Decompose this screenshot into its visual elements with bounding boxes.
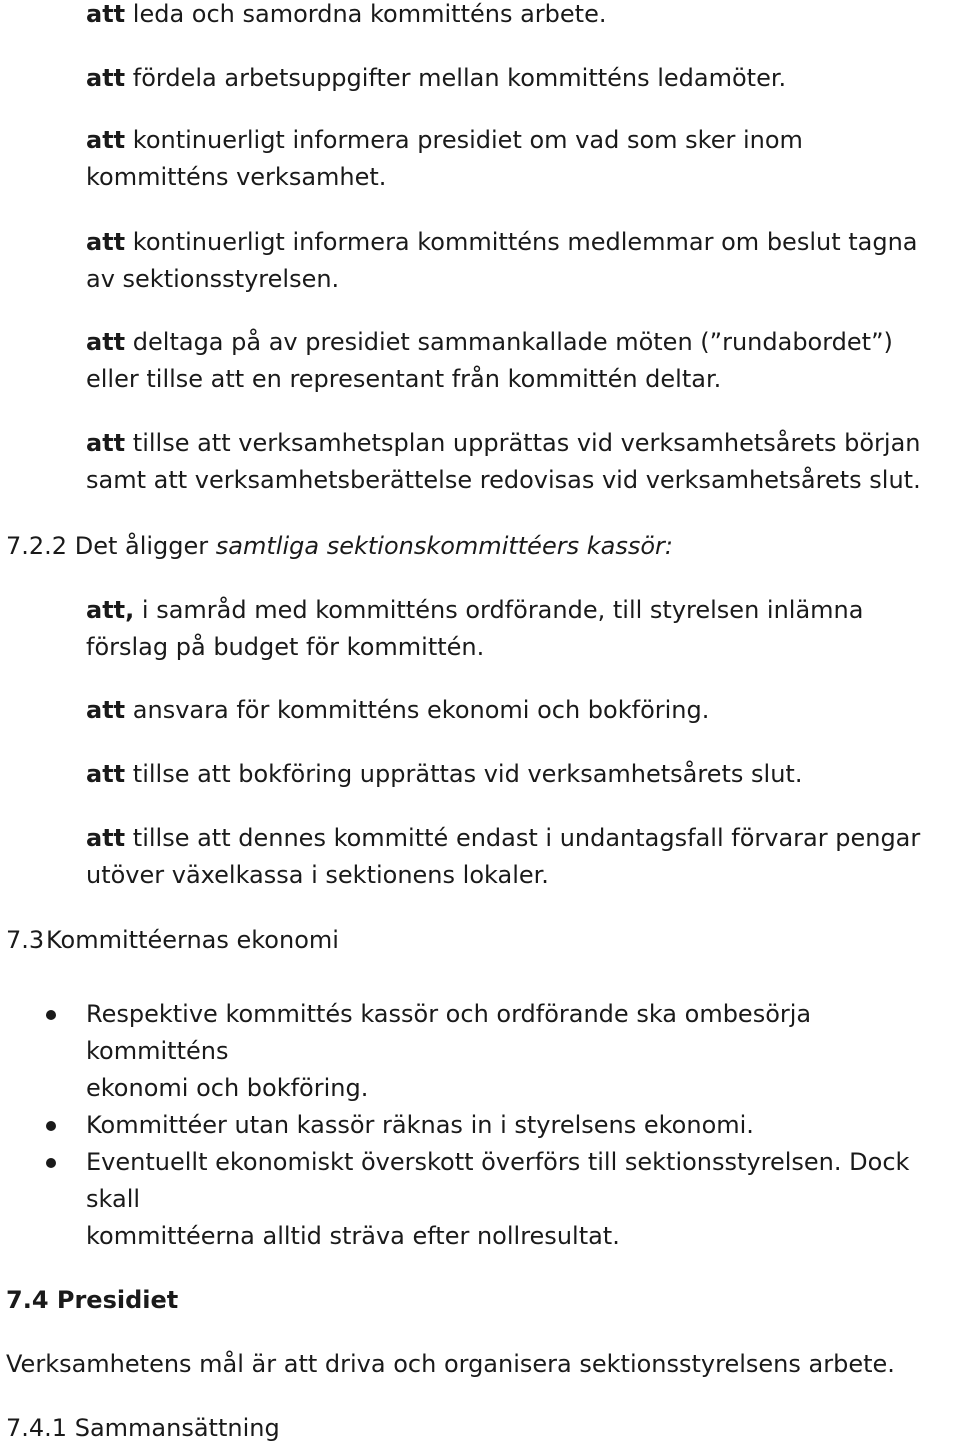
section-heading-7-4-1 bbox=[6, 1410, 280, 1447]
duty-text: kontinuerligt informera kommitténs medlemmar om beslut tagna bbox=[132, 228, 918, 256]
section-title: Presidiet bbox=[56, 1286, 179, 1314]
bullet-text: kommitténs bbox=[86, 1037, 229, 1065]
duty-item bbox=[86, 224, 960, 298]
duty-text: kommitténs verksamhet. bbox=[86, 163, 387, 191]
bullet-text: Eventuellt ekonomiskt överskott överförs till sektionsstyrelsen. Dock bbox=[86, 1148, 910, 1176]
section-lead: Det åligger bbox=[74, 532, 209, 560]
duty-text: fördela arbetsuppgifter mellan kommitténs ledamöter. bbox=[132, 64, 787, 92]
duty-text: förslag på budget för kommittén. bbox=[86, 633, 485, 661]
section-heading-7-4 bbox=[6, 1282, 178, 1319]
att-keyword: att bbox=[86, 0, 126, 28]
att-keyword: att bbox=[86, 328, 126, 356]
bullet-dot-icon bbox=[46, 1010, 56, 1020]
att-keyword: att bbox=[86, 429, 126, 457]
duty-text: i samråd med kommitténs ordförande, till styrelsen inlämna bbox=[141, 596, 864, 624]
att-keyword: att bbox=[86, 64, 126, 92]
duty-text: kontinuerligt informera presidiet om vad som sker inom bbox=[132, 126, 803, 154]
bullet-text: ekonomi och bokföring. bbox=[86, 1074, 369, 1102]
cashier-duty-item bbox=[86, 692, 960, 729]
cashier-duty-item bbox=[86, 756, 960, 793]
section-number: 7.4 bbox=[6, 1286, 49, 1314]
cashier-duty-item bbox=[86, 820, 960, 894]
att-keyword: att bbox=[86, 760, 126, 788]
att-keyword: att bbox=[86, 824, 126, 852]
bullet-dot-icon bbox=[46, 1158, 56, 1168]
duty-item bbox=[86, 122, 960, 196]
bullet-item bbox=[86, 1107, 960, 1144]
att-keyword: att bbox=[86, 228, 126, 256]
duty-item bbox=[86, 0, 960, 33]
duty-text: tillse att bokföring upprättas vid verksamhetsårets slut. bbox=[132, 760, 803, 788]
duty-text: samt att verksamhetsberättelse redovisas vid verksamhetsårets slut. bbox=[86, 466, 921, 494]
section-heading-7-3 bbox=[6, 922, 339, 959]
duty-text: eller tillse att en representant från kommittén deltar. bbox=[86, 365, 722, 393]
duty-text: av sektionsstyrelsen. bbox=[86, 265, 340, 293]
section-number: 7.2.2 bbox=[6, 532, 68, 560]
bullet-text: kommittéerna alltid sträva efter nollresultat. bbox=[86, 1222, 620, 1250]
section-title: Sammansättning bbox=[74, 1414, 280, 1442]
duty-text: deltaga på av presidiet sammankallade möten (”rundabordet”) bbox=[132, 328, 893, 356]
duty-text: ansvara för kommitténs ekonomi och bokföring. bbox=[132, 696, 710, 724]
bullet-item bbox=[86, 996, 960, 1107]
bullet-text: Respektive kommittés kassör och ordförande ska ombesörja bbox=[86, 1000, 812, 1028]
section-lead-italic: samtliga sektionskommittéers kassör: bbox=[215, 532, 673, 560]
duty-item bbox=[86, 60, 960, 97]
duty-text: tillse att dennes kommitté endast i undantagsfall förvarar pengar bbox=[132, 824, 921, 852]
bullet-dot-icon bbox=[46, 1121, 56, 1131]
section-heading-7-2-2 bbox=[6, 528, 673, 565]
section-7-4-text: Verksamhetens mål är att driva och organisera sektionsstyrelsens arbete. bbox=[6, 1350, 895, 1378]
duty-text: utöver växelkassa i sektionens lokaler. bbox=[86, 861, 549, 889]
duty-item bbox=[86, 425, 960, 499]
section-number: 7.3 bbox=[6, 926, 45, 954]
att-keyword: att bbox=[86, 696, 126, 724]
bullet-item bbox=[86, 1144, 960, 1255]
section-title: Kommittéernas ekonomi bbox=[46, 926, 339, 954]
att-keyword: att bbox=[86, 126, 126, 154]
duty-item bbox=[86, 324, 960, 398]
duty-text: leda och samordna kommitténs arbete. bbox=[132, 0, 607, 28]
bullet-text: Kommittéer utan kassör räknas in i styrelsens ekonomi. bbox=[86, 1111, 754, 1139]
cashier-duty-item bbox=[86, 592, 960, 666]
section-number: 7.4.1 bbox=[6, 1414, 68, 1442]
bullet-text: skall bbox=[86, 1185, 141, 1213]
att-keyword: att, bbox=[86, 596, 135, 624]
duty-text: tillse att verksamhetsplan upprättas vid verksamhetsårets början bbox=[132, 429, 921, 457]
